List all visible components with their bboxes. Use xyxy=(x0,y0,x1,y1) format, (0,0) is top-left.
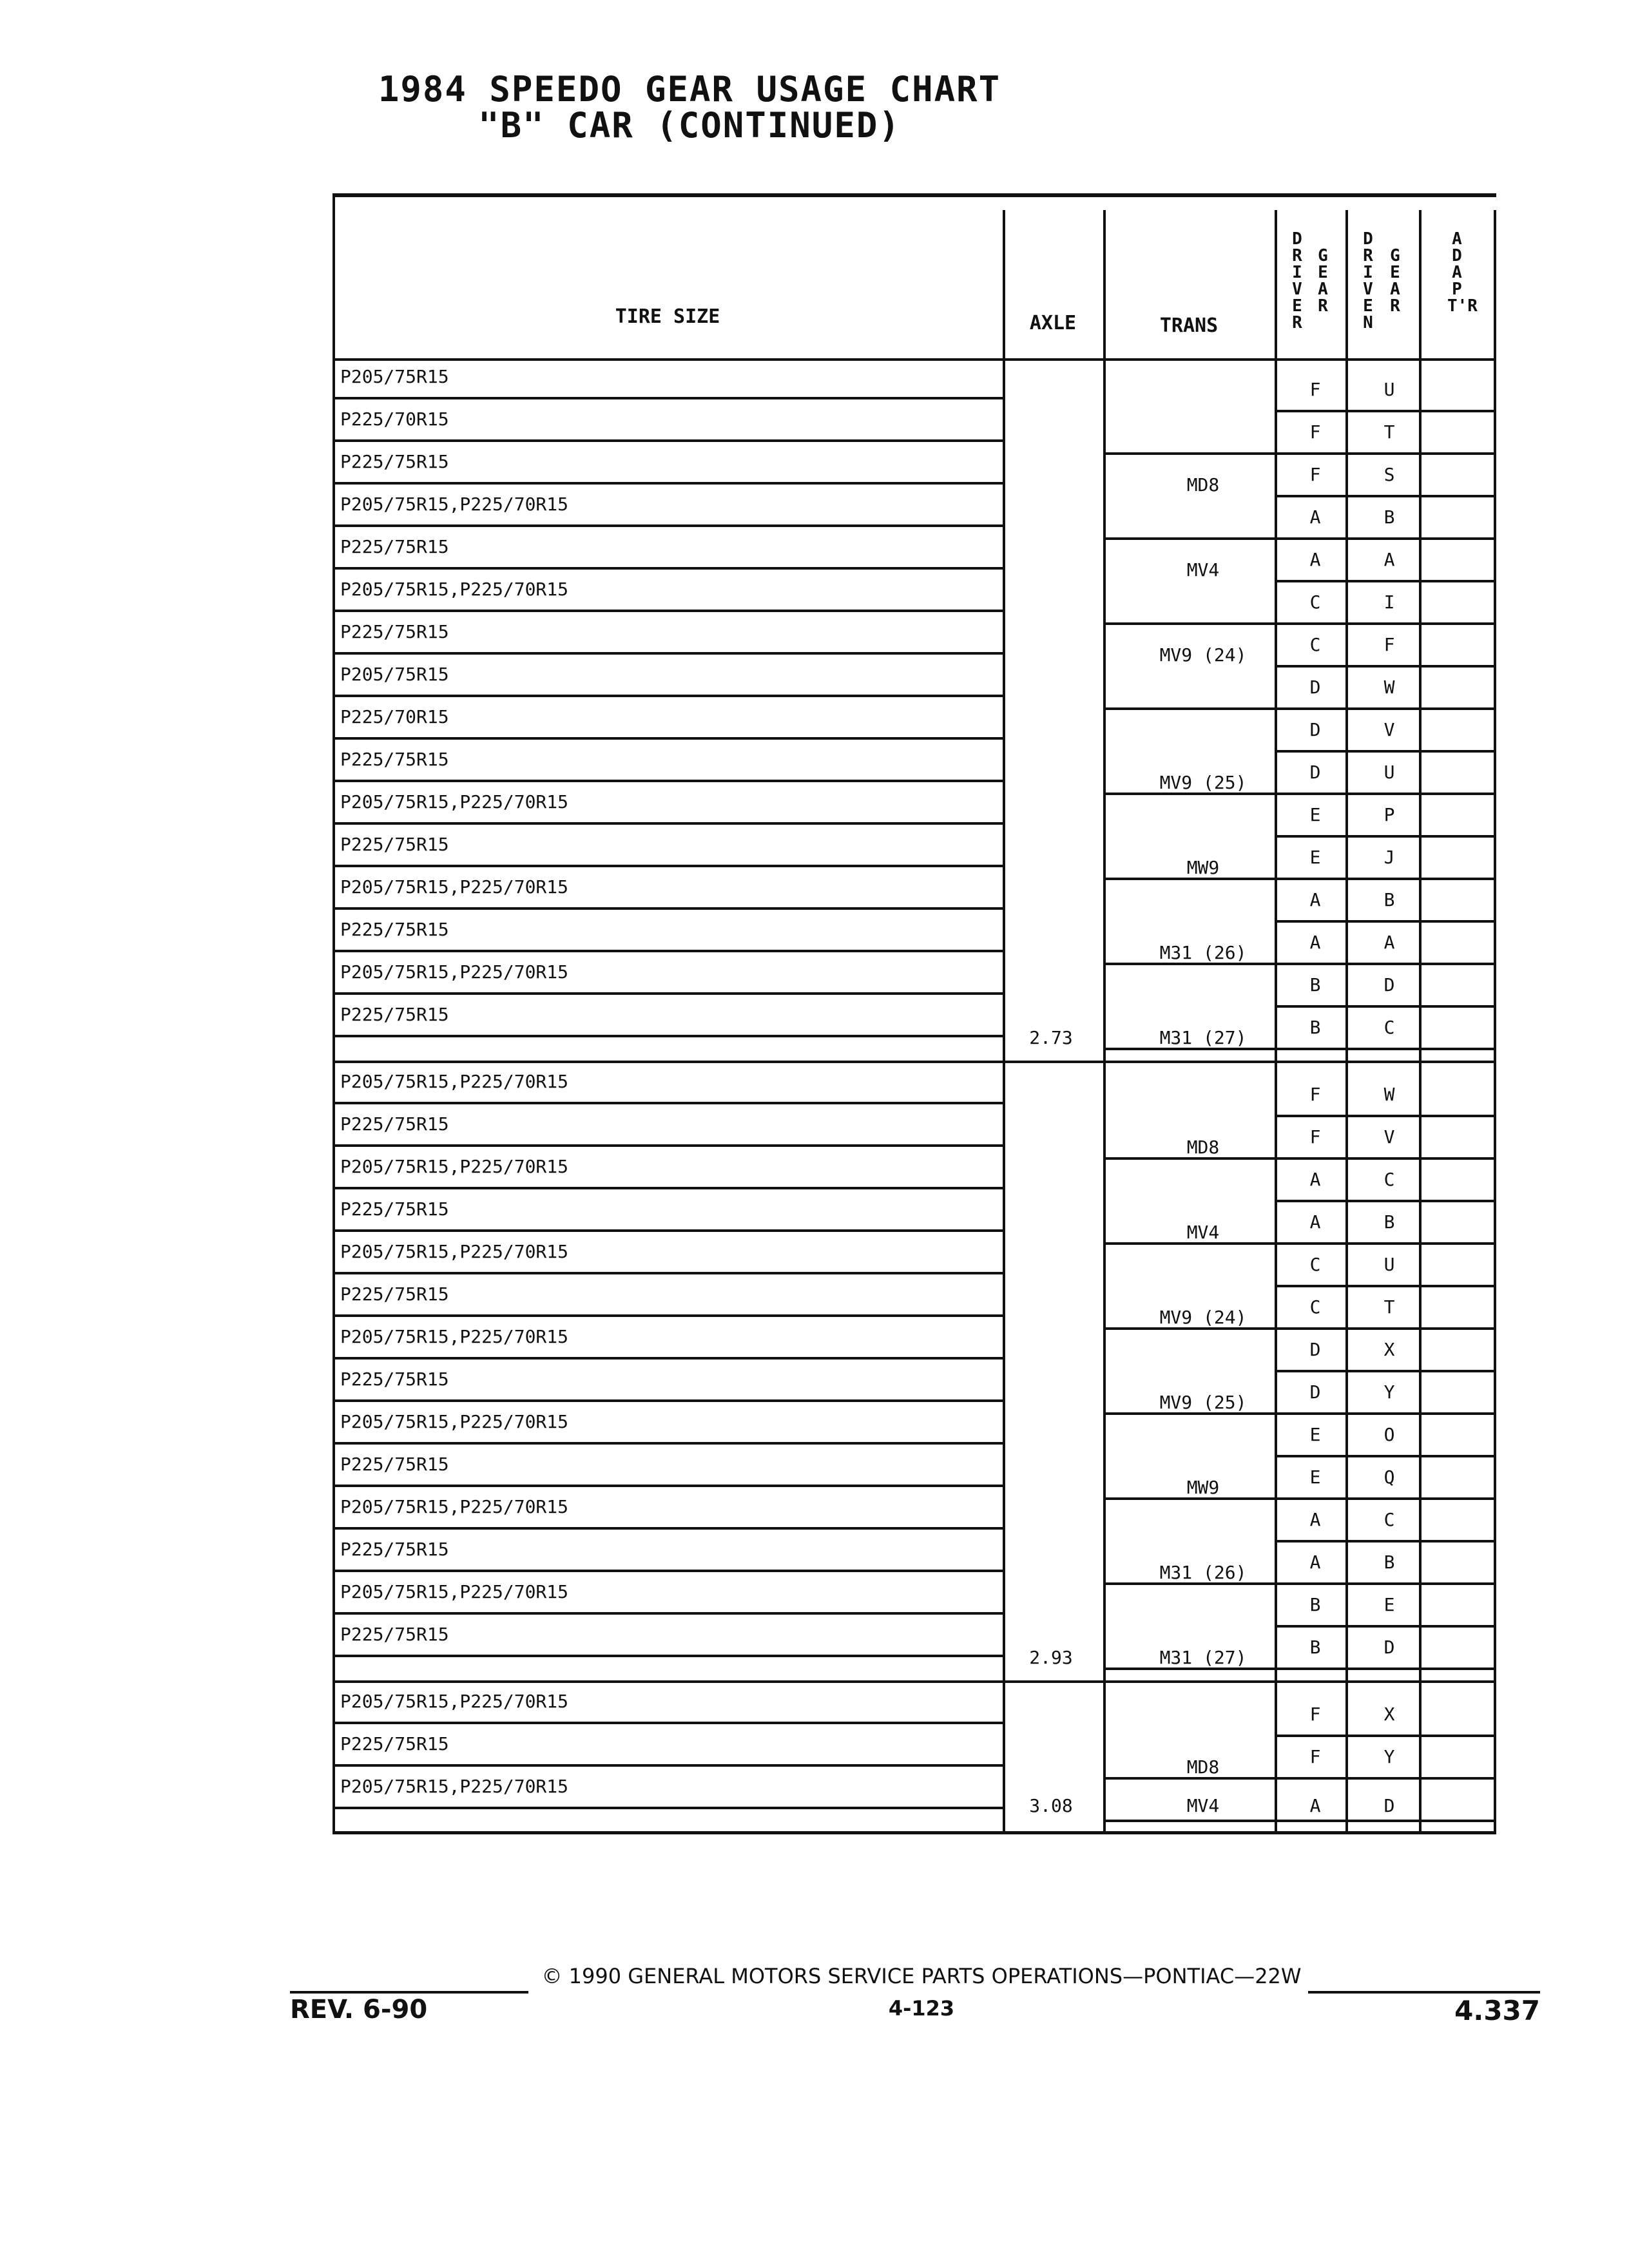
row-rule xyxy=(333,737,1003,740)
table-row: P205/75R15,P225/70R15 A B xyxy=(340,876,1395,910)
row-rule xyxy=(333,695,1003,697)
copyright-notice: © 1990 GENERAL MOTORS SERVICE PARTS OPERATIONS—PONTIAC—22W xyxy=(541,1964,1302,1988)
table-row: P225/75R15 MV9 (25) D Y xyxy=(340,1369,1395,1413)
table-row: P205/75R15 D W xyxy=(340,664,1395,698)
row-rule xyxy=(333,1399,1003,1402)
row-rule xyxy=(1275,793,1496,795)
table-row: P205/75R15,P225/70R15 E P xyxy=(340,791,1395,825)
row-rule xyxy=(1103,537,1275,540)
table-row: P225/70R15 F T xyxy=(340,408,1395,443)
page-subtitle: "B" CAR (CONTINUED) xyxy=(478,105,901,146)
row-rule xyxy=(1103,1242,1275,1245)
table-row: P205/75R15,P225/70R15 3.08 MV4 A D xyxy=(340,1776,1395,1816)
row-rule xyxy=(333,1764,1003,1767)
group-separator xyxy=(333,1680,1496,1683)
row-rule xyxy=(333,865,1003,867)
row-rule xyxy=(333,652,1003,655)
row-rule xyxy=(1275,750,1496,753)
row-rule xyxy=(1275,537,1496,540)
row-rule xyxy=(333,992,1003,995)
row-rule xyxy=(1275,1370,1496,1372)
row-rule xyxy=(333,1612,1003,1615)
row-rule xyxy=(1275,1497,1496,1500)
table-row: P205/75R15,P225/70R15 B D xyxy=(340,961,1395,995)
row-rule xyxy=(333,780,1003,782)
row-rule xyxy=(1275,1412,1496,1415)
row-rule xyxy=(333,1722,1003,1724)
table-row: P225/70R15 D V xyxy=(340,706,1395,740)
row-rule xyxy=(1275,1540,1496,1542)
row-rule xyxy=(1103,793,1275,795)
header-adapter: ADAPT'R xyxy=(1447,229,1478,316)
revision-label: REV. 6-90 xyxy=(290,1995,428,2024)
row-rule xyxy=(1103,878,1275,880)
header-driver: DRIVER xyxy=(1292,229,1302,332)
row-rule xyxy=(1275,665,1496,668)
row-rule xyxy=(333,1144,1003,1147)
row-rule xyxy=(333,822,1003,825)
table-row: P225/75R15 MD8 F Y xyxy=(340,1733,1395,1778)
table-row: P205/75R15,P225/70R15 F X xyxy=(340,1691,1395,1725)
row-rule xyxy=(1103,1667,1275,1670)
row-rule xyxy=(1103,1497,1275,1500)
header-axle: AXLE xyxy=(1029,312,1077,334)
header-trans: TRANS xyxy=(1159,314,1219,337)
table-row: P225/75R15 MV9 (24) C F xyxy=(340,621,1395,666)
table-row: P205/75R15,P225/70R15 F W xyxy=(340,1071,1395,1105)
footer-rule-left xyxy=(290,1991,528,1994)
table-row: P225/75R15 MW9 E Q xyxy=(340,1454,1395,1498)
row-rule xyxy=(333,950,1003,952)
row-rule xyxy=(1275,410,1496,412)
row-rule xyxy=(1275,1455,1496,1457)
row-rule xyxy=(1275,1820,1496,1822)
table-row: P225/75R15 MD8 F S xyxy=(340,451,1395,495)
table-row: P225/75R15 M31 (26) A B xyxy=(340,1539,1395,1583)
row-rule xyxy=(1275,495,1496,497)
table-row: P205/75R15,P225/70R15 D X xyxy=(340,1326,1395,1360)
row-rule xyxy=(1275,580,1496,582)
row-rule xyxy=(333,610,1003,612)
table-row: P205/75R15,P225/70R15 A C xyxy=(340,1496,1395,1530)
table-row: P205/75R15,P225/70R15 E O xyxy=(340,1411,1395,1445)
table-row: P205/75R15,P225/70R15 B E xyxy=(340,1581,1395,1615)
row-rule xyxy=(1275,1735,1496,1737)
row-rule xyxy=(333,1485,1003,1487)
row-rule xyxy=(1275,622,1496,625)
row-rule xyxy=(333,439,1003,442)
row-rule xyxy=(1103,452,1275,455)
row-rule xyxy=(1275,1115,1496,1117)
table-row: P225/75R15 MV4 A B xyxy=(340,1198,1395,1243)
row-rule xyxy=(333,1035,1003,1037)
row-rule xyxy=(333,907,1003,910)
header-driver-gear: GEAR xyxy=(1318,246,1328,316)
row-rule xyxy=(333,524,1003,527)
row-rule xyxy=(1275,452,1496,455)
row-rule xyxy=(1275,878,1496,880)
row-rule xyxy=(1275,1285,1496,1287)
row-rule xyxy=(1275,835,1496,838)
header-driven: DRIVEN xyxy=(1363,229,1373,332)
header-driven-gear: GEAR xyxy=(1390,246,1400,316)
row-rule xyxy=(333,1570,1003,1572)
row-rule xyxy=(333,1655,1003,1657)
row-rule xyxy=(1275,707,1496,710)
row-rule xyxy=(333,1807,1003,1809)
row-rule xyxy=(1275,920,1496,923)
row-rule xyxy=(1103,1820,1275,1822)
row-rule xyxy=(1103,1157,1275,1160)
row-rule xyxy=(1275,1625,1496,1628)
row-rule xyxy=(1275,1242,1496,1245)
row-rule xyxy=(1103,963,1275,965)
row-rule xyxy=(333,1229,1003,1232)
row-rule xyxy=(333,482,1003,485)
row-rule xyxy=(333,1187,1003,1189)
table-row: P225/75R15 M31 (26) A A xyxy=(340,919,1395,963)
row-rule xyxy=(1103,1777,1275,1780)
table-row: P205/75R15,P225/70R15 C U xyxy=(340,1241,1395,1275)
row-rule xyxy=(1275,1582,1496,1585)
footer-rule-right xyxy=(1308,1991,1540,1994)
row-rule xyxy=(1103,1327,1275,1330)
table-row: P205/75R15,P225/70R15 A B xyxy=(340,494,1395,528)
table-row: P225/75R15 MD8 F V xyxy=(340,1113,1395,1158)
section-number: 4.337 xyxy=(1454,1995,1540,2026)
row-rule xyxy=(1103,622,1275,625)
row-rule xyxy=(1275,963,1496,965)
row-rule xyxy=(333,1527,1003,1530)
page-title: 1984 SPEEDO GEAR USAGE CHART xyxy=(378,69,1001,110)
row-rule xyxy=(1275,1005,1496,1008)
table-row: P225/75R15 2.73 M31 (27) B C xyxy=(340,1004,1395,1048)
page-number: 4-123 xyxy=(888,1996,955,2021)
row-rule xyxy=(1103,1048,1275,1050)
table-row: P225/75R15 MW9 E J xyxy=(340,834,1395,878)
row-rule xyxy=(333,397,1003,399)
row-rule xyxy=(1275,1327,1496,1330)
header-tire-size: TIRE SIZE xyxy=(615,305,720,328)
speedo-gear-table xyxy=(333,193,1496,1834)
row-rule xyxy=(1103,1412,1275,1415)
table-row: P225/75R15 MV9 (24) C T xyxy=(340,1283,1395,1328)
table-row: P205/75R15,P225/70R15 C I xyxy=(340,579,1395,613)
table-row: P205/75R15 F U xyxy=(340,366,1395,400)
row-rule xyxy=(333,567,1003,570)
row-rule xyxy=(1275,1048,1496,1050)
table-row: P205/75R15,P225/70R15 A C xyxy=(340,1156,1395,1190)
row-rule xyxy=(333,1314,1003,1317)
row-rule xyxy=(333,1272,1003,1274)
row-rule xyxy=(1275,1157,1496,1160)
row-rule xyxy=(1103,707,1275,710)
table-row: P225/75R15 MV9 (25) D U xyxy=(340,749,1395,793)
row-rule xyxy=(1275,1667,1496,1670)
row-rule xyxy=(333,1102,1003,1104)
row-rule xyxy=(1103,1582,1275,1585)
group-separator xyxy=(333,1061,1496,1063)
table-row: P225/75R15 2.93 M31 (27) B D xyxy=(340,1624,1395,1668)
row-rule xyxy=(333,1442,1003,1445)
table-row: P225/75R15 MV4 A A xyxy=(340,536,1395,581)
row-rule xyxy=(333,1357,1003,1360)
row-rule xyxy=(1275,1200,1496,1202)
row-rule xyxy=(1275,1777,1496,1780)
